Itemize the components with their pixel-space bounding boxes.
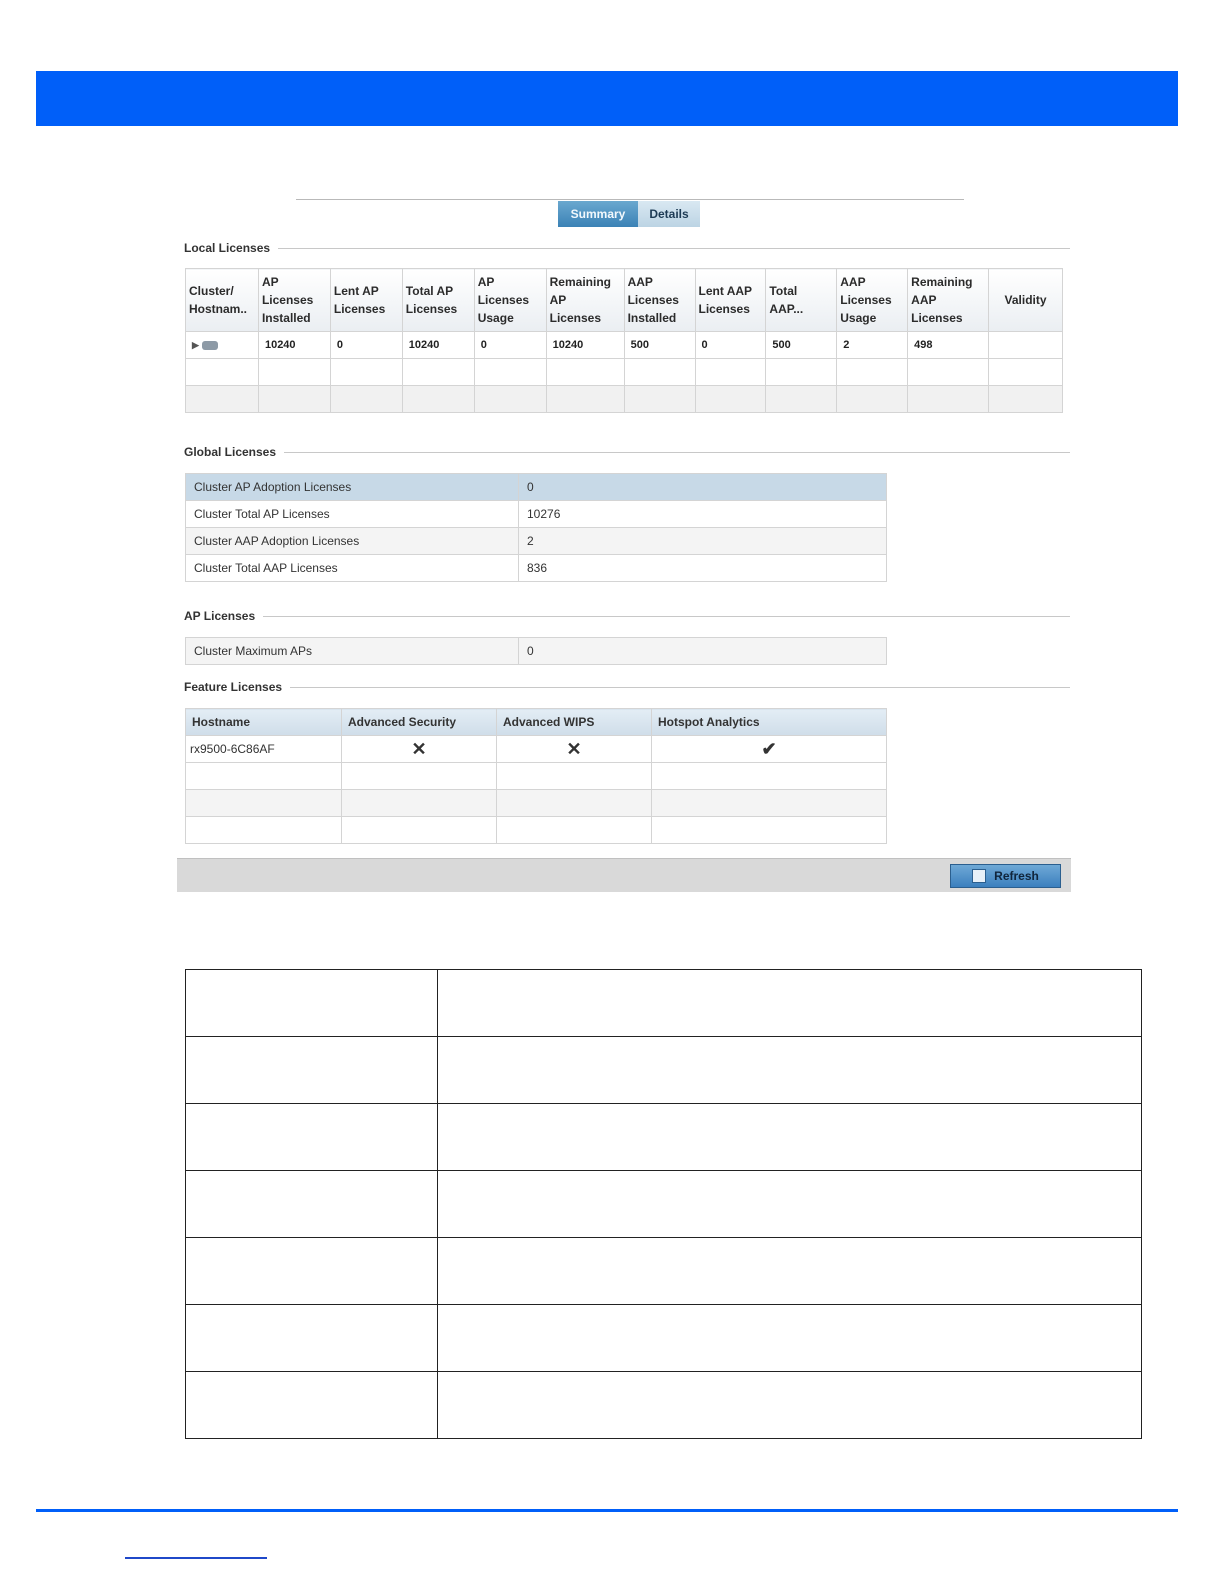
local-licenses-header-row (186, 269, 1063, 332)
cell-aap-licenses-usage: 2 (837, 332, 908, 359)
feature-licenses-table (185, 708, 887, 844)
table-row[interactable] (186, 474, 887, 501)
col-lent-aap-licenses[interactable]: Lent AAP Licenses (695, 269, 766, 332)
tab-bar (558, 201, 700, 227)
table-row (186, 970, 1142, 1037)
cell-remaining-aap-licenses: 498 (908, 332, 989, 359)
table-row[interactable] (186, 528, 887, 555)
col-aap-licenses-installed[interactable]: AAP Licenses Installed (624, 269, 695, 332)
col-total-ap-licenses[interactable]: Total AP Licenses (402, 269, 474, 332)
col-lent-ap-licenses[interactable]: Lent AP Licenses (330, 269, 402, 332)
ap-licenses-table (185, 637, 887, 665)
col-validity[interactable]: Validity (989, 269, 1063, 332)
cell-lent-ap-licenses: 0 (330, 332, 402, 359)
table-row[interactable] (186, 555, 887, 582)
empty-row (186, 817, 887, 844)
row-label: Cluster AAP Adoption Licenses (186, 528, 519, 555)
col-ap-licenses-usage[interactable]: AP Licenses Usage (474, 269, 546, 332)
row-label: Cluster AP Adoption Licenses (186, 474, 519, 501)
cross-icon: ✕ (342, 736, 497, 763)
table-row (186, 1305, 1142, 1372)
row-value: 0 (519, 474, 887, 501)
table-row (186, 1104, 1142, 1171)
row-value: 836 (519, 555, 887, 582)
table-row[interactable] (186, 332, 1063, 359)
device-icon (202, 341, 218, 350)
row-value: 2 (519, 528, 887, 555)
panel-footer (177, 858, 1071, 892)
empty-row (186, 790, 887, 817)
row-label: Cluster Total AP Licenses (186, 501, 519, 528)
row-value: 0 (519, 638, 887, 665)
col-advanced-wips[interactable]: Advanced WIPS (497, 709, 652, 736)
empty-row (186, 359, 1063, 386)
global-licenses-table (185, 473, 887, 582)
table-row (186, 1238, 1142, 1305)
local-licenses-table (185, 268, 1063, 413)
tab-details[interactable]: Details (638, 201, 700, 227)
refresh-label: Refresh (994, 869, 1039, 883)
col-hotspot-analytics[interactable]: Hotspot Analytics (652, 709, 887, 736)
global-licenses-title: Global Licenses (184, 445, 277, 459)
col-aap-licenses-usage[interactable]: AAP Licenses Usage (837, 269, 908, 332)
licenses-panel (177, 193, 1071, 892)
ap-licenses-heading (184, 609, 1070, 623)
row-value: 10276 (519, 501, 887, 528)
expand-arrow-icon[interactable]: ▶ (192, 340, 199, 350)
cell-validity (989, 332, 1063, 359)
cell-total-ap-licenses: 10240 (402, 332, 474, 359)
ap-licenses-title: AP Licenses (184, 609, 256, 623)
global-licenses-heading (184, 445, 1070, 459)
feature-licenses-heading (184, 680, 1070, 694)
cell-ap-licenses-installed: 10240 (258, 332, 330, 359)
cell-aap-licenses-installed: 500 (624, 332, 695, 359)
refresh-button[interactable] (950, 864, 1061, 888)
footer-rule (36, 1509, 1178, 1512)
local-licenses-heading (184, 241, 1070, 255)
cross-icon: ✕ (497, 736, 652, 763)
feature-licenses-title: Feature Licenses (184, 680, 283, 694)
empty-row (186, 386, 1063, 413)
table-row (186, 1037, 1142, 1104)
cell-remaining-ap-licenses: 10240 (546, 332, 624, 359)
footer-link[interactable] (125, 1557, 267, 1559)
header-bar (36, 71, 1178, 126)
row-label: Cluster Total AAP Licenses (186, 555, 519, 582)
expand-row-cell[interactable] (186, 332, 259, 359)
cell-ap-licenses-usage: 0 (474, 332, 546, 359)
col-total-aap[interactable]: Total AAP... (766, 269, 837, 332)
table-row[interactable] (186, 638, 887, 665)
cell-total-aap: 500 (766, 332, 837, 359)
row-label: Cluster Maximum APs (186, 638, 519, 665)
empty-row (186, 763, 887, 790)
tab-divider (296, 199, 964, 200)
table-row[interactable] (186, 501, 887, 528)
table-row (186, 1372, 1142, 1439)
col-remaining-aap-licenses[interactable]: Remaining AAP Licenses (908, 269, 989, 332)
description-table (185, 969, 1142, 1439)
checkmark-icon: ✔ (652, 736, 887, 763)
local-licenses-title: Local Licenses (184, 241, 271, 255)
col-advanced-security[interactable]: Advanced Security (342, 709, 497, 736)
col-cluster-hostname[interactable]: Cluster/ Hostnam.. (186, 269, 259, 332)
refresh-icon (972, 869, 986, 883)
feature-header-row (186, 709, 887, 736)
tab-summary[interactable]: Summary (558, 201, 638, 227)
cell-lent-aap-licenses: 0 (695, 332, 766, 359)
col-ap-licenses-installed[interactable]: AP Licenses Installed (258, 269, 330, 332)
col-remaining-ap-licenses[interactable]: Remaining AP Licenses (546, 269, 624, 332)
col-hostname[interactable]: Hostname (186, 709, 342, 736)
cell-hostname: rx9500-6C86AF (186, 736, 342, 763)
table-row[interactable] (186, 736, 887, 763)
table-row (186, 1171, 1142, 1238)
